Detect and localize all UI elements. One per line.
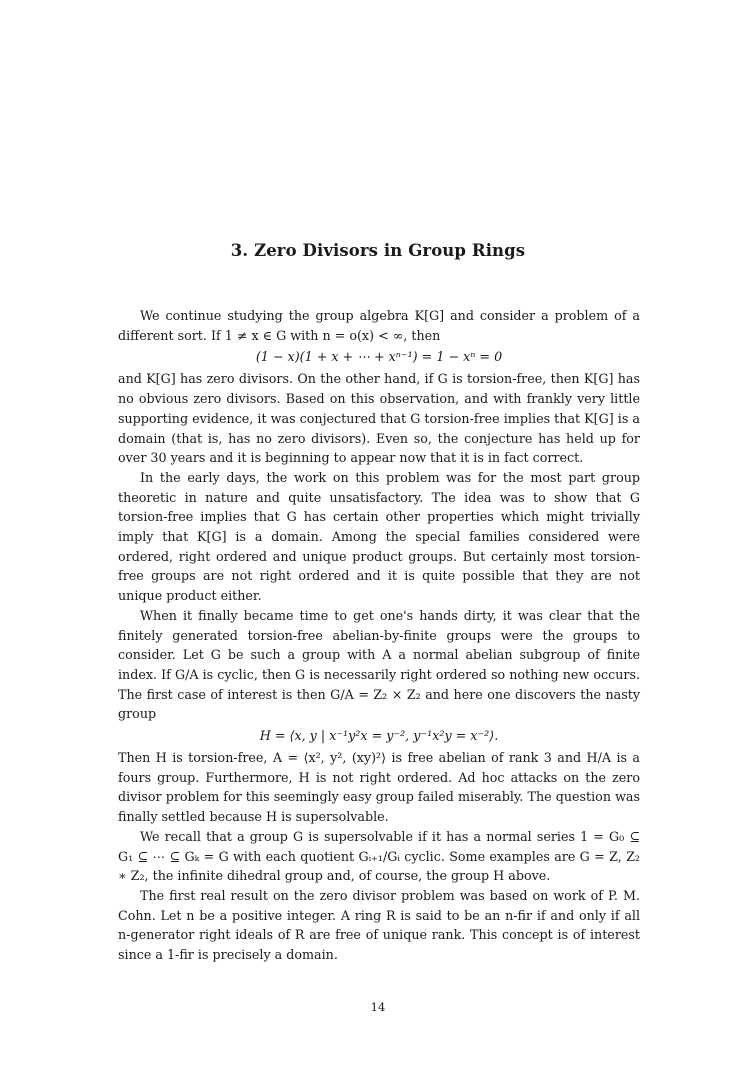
paragraph-1a: We continue studying the group algebra K[G] and consider a problem of a different sort. If 1 ≠ x ∈ G with n = o(x) < ∞, then [118,308,640,343]
paragraph-3b: Then H is torsion-free, A = ⟨x², y², (xy)²⟩ is free abelian of rank 3 and H/A is a fours group. Furthermore, H is not right ordered. Ad hoc attacks on the zero divisor problem for this seemingly easy group failed miserably. The question was finally settled because H is supersolvable. [118,750,640,825]
equation-geometric-sum: (1 − x)(1 + x + ⋯ + xⁿ⁻¹) = 1 − xⁿ = 0 [255,349,503,365]
paragraph-2: In the early days, the work on this problem was for the most part group theoretic in nature and quite unsatisfactory. The idea was to show that G torsion-free implies that G has certain other properties which might trivially imply that K[G] is a domain. Among the special families considered were ordered, right ordered and unique product groups. But certainly most torsion-free groups are not right ordered and it is quite possible that they are not unique product either. [118,469,640,604]
equation-group-h: H = ⟨x, y | x⁻¹y²x = y⁻², y⁻¹x²y = x⁻²⟩. [259,728,499,744]
chapter-title: 3. Zero Divisors in Group Rings [230,241,526,260]
paragraph-1b: and K[G] has zero divisors. On the other hand, if G is torsion-free, then K[G] has no obvious zero divisors. Based on this observation, and with frankly very little supporting evidence, it was conjectured that G torsion-free implies that K[G] is a domain (that is, has no zero divisors). Even so, the conjecture has held up for over 30 years and it is beginning to appear now that it is in fact correct. [118,371,640,466]
body-text [118,306,640,965]
page-number: 14 [370,1000,386,1014]
paragraph-3a: When it finally became time to get one's hands dirty, it was clear that the finitely generated torsion-free abelian-by-finite groups were the groups to consider. Let G be such a group with A a normal abelian subgroup of finite index. If G/A is cyclic, then G is necessarily right ordered so nothing new occurs. The first case of interest is then G/A = Z₂ × Z₂ and here one discovers the nasty group [118,607,640,722]
paragraph-5: The first real result on the zero divisor problem was based on work of P. M. Cohn. Let n be a positive integer. A ring R is said to be an n-fir if and only if all n-generator right ideals of R are free of unique rank. This concept is of interest since a 1-fir is precisely a domain. [118,887,640,963]
paragraph-4: We recall that a group G is supersolvable if it has a normal series 1 = G₀ ⊆ G₁ ⊆ ⋯ ⊆ Gₖ = G with each quotient Gᵢ₊₁/Gᵢ cyclic. Some examples are G = Z, Z₂ ∗ Z₂, the infinite dihedral group and, of course, the group H above. [118,828,640,884]
